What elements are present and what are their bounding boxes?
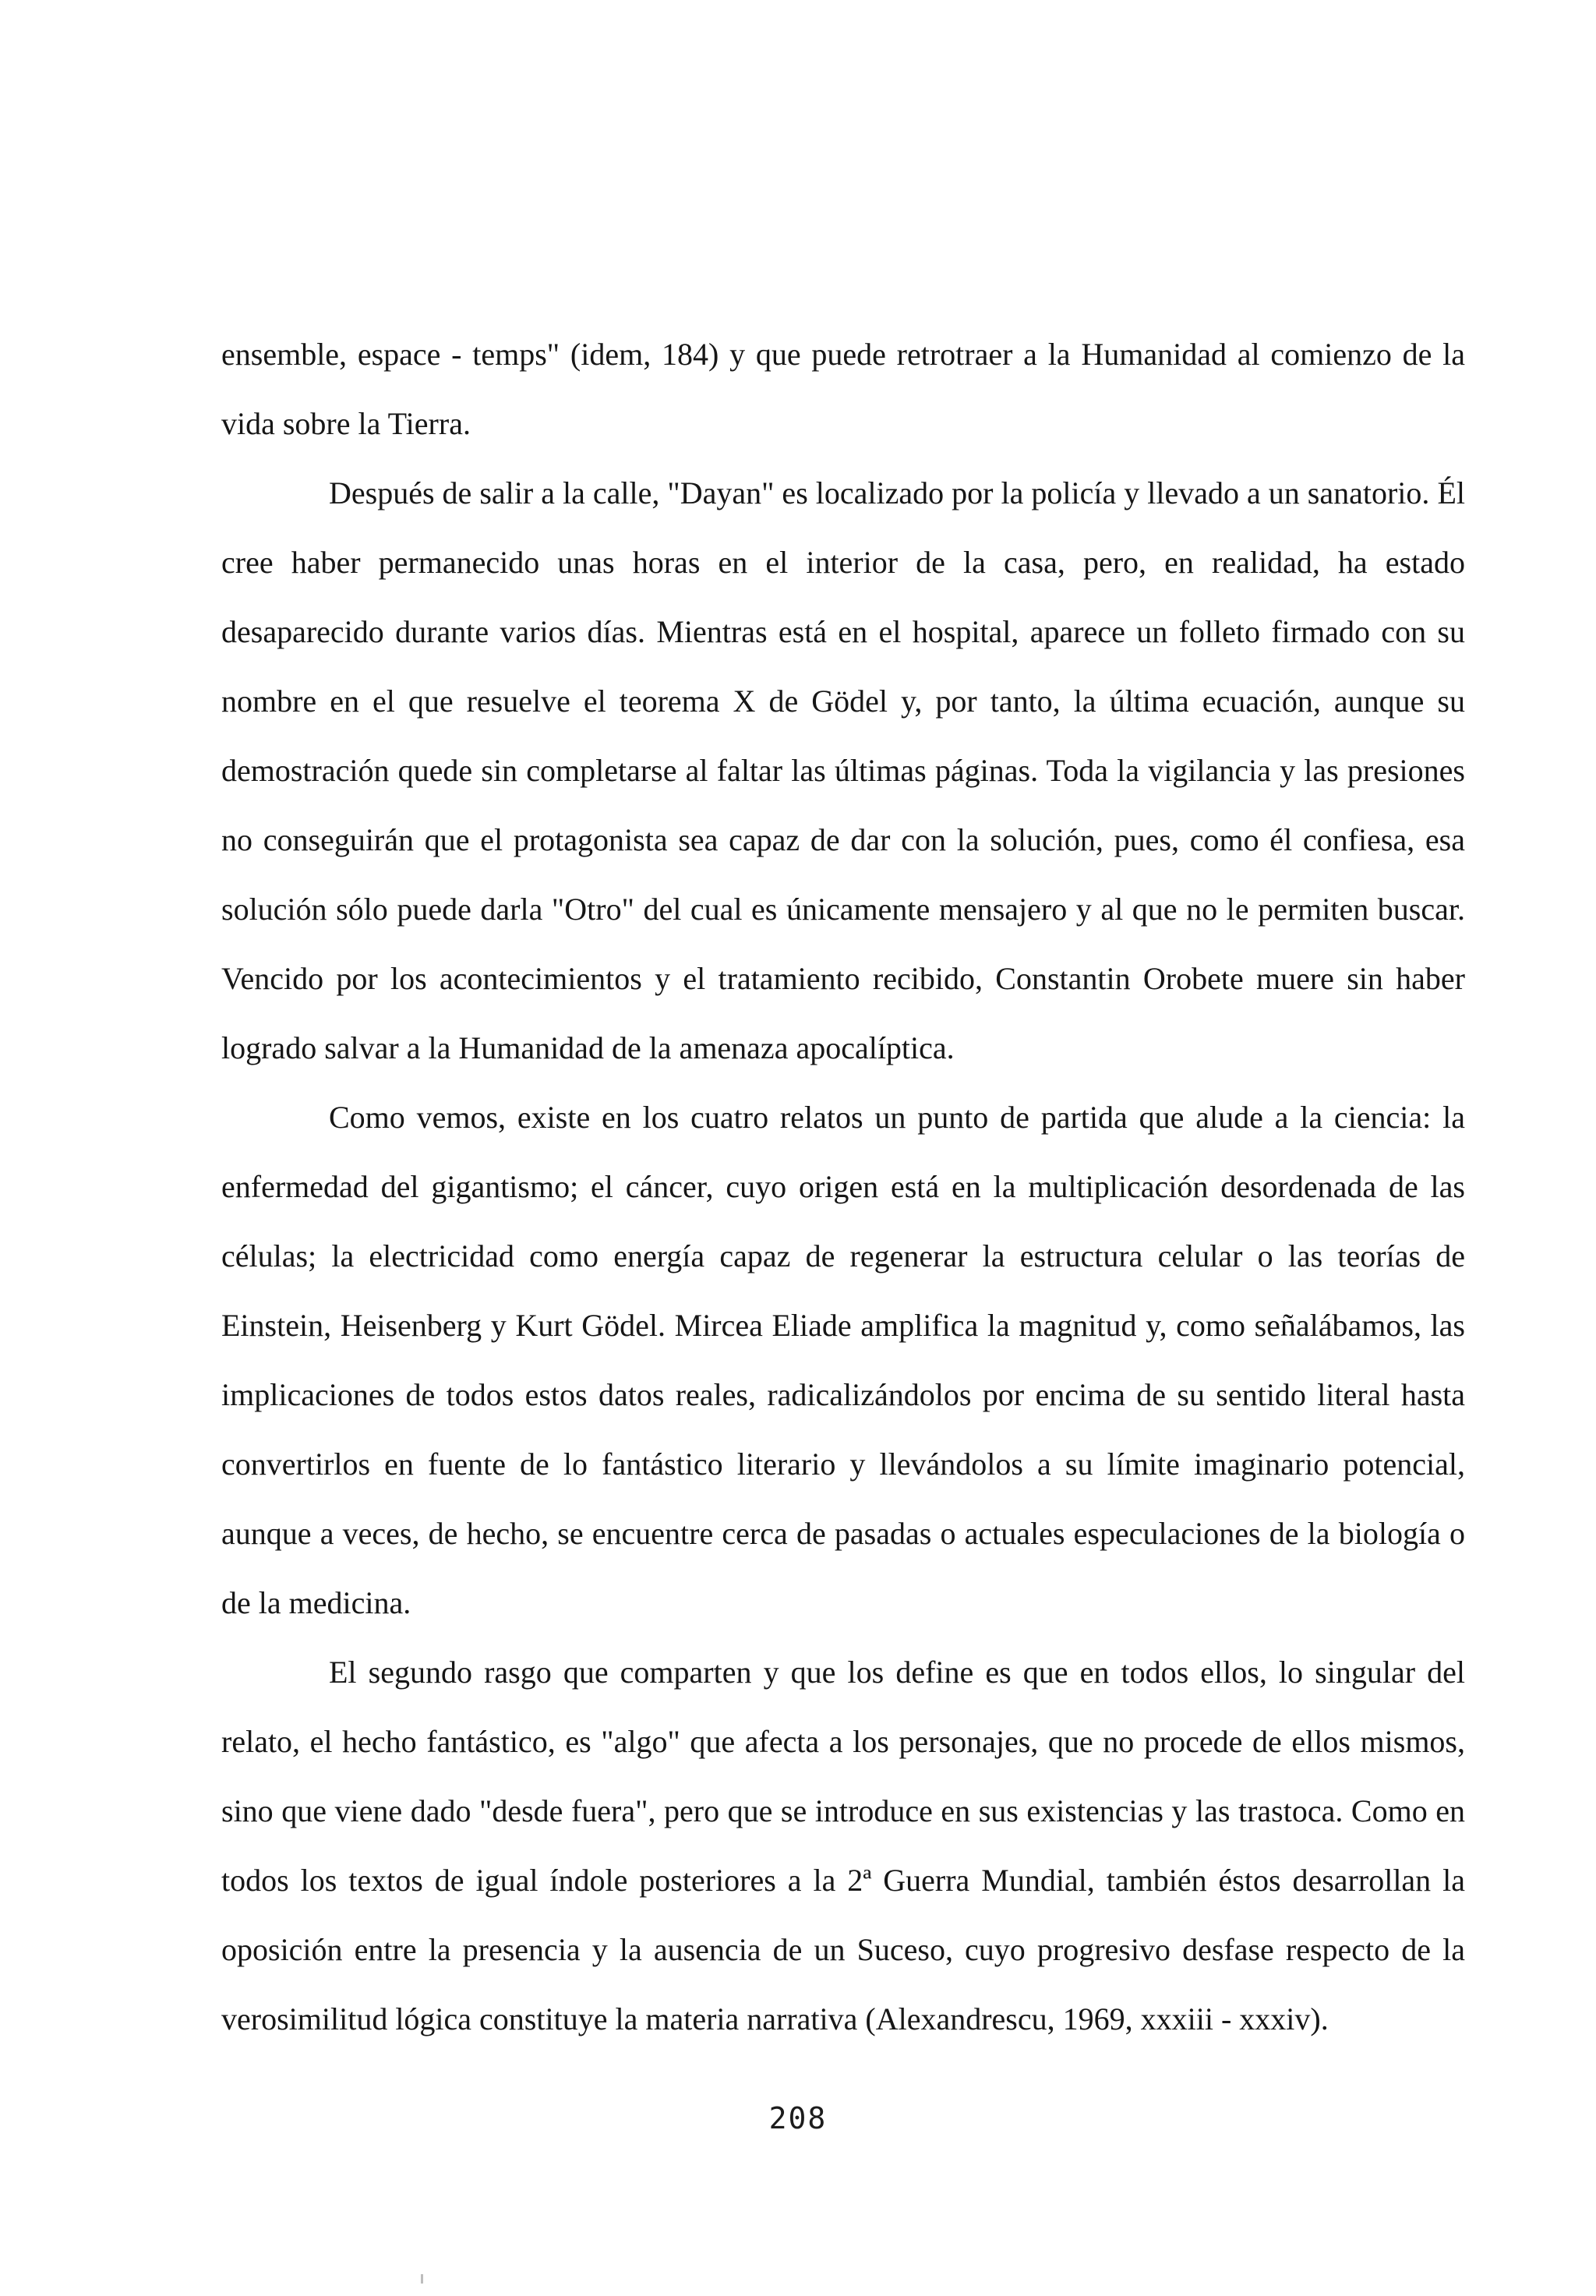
paragraph-dayan-sanatorium: Después de salir a la calle, "Dayan" es localizado por la policía y llevado a un sanatorio. Él cree haber permanecido unas horas en el interior de la casa, pero, en realidad, ha estado desaparecido durante varios días. Mientras está en el hospital, aparece un folleto firmado con su nombre en el que resuelve el teorema X de Gödel y, por tanto, la última ecuación, aunque su demostración quede sin completarse al faltar las últimas páginas. Toda la vigilancia y las presiones no conseguirán que el protagonista sea capaz de dar con la solución, pues, como él confiesa, esa solución sólo puede darla "Otro" del cual es únicamente mensajero y al que no le permiten buscar. Vencido por los acontecimientos y el tratamiento recibido, Constantin Orobete muere sin haber logrado salvar a la Humanidad de la amenaza apocalíptica.	[221, 475, 1465, 1065]
paragraph-continuation: ensemble, espace - temps" (idem, 184) y que puede retrotraer a la Humanidad al comienzo de la vida sobre la Tierra.	[221, 337, 1465, 441]
scan-speck	[421, 2274, 423, 2284]
paragraph-science-starting-point: Como vemos, existe en los cuatro relatos un punto de partida que alude a la ciencia: la enfermedad del gigantismo; el cáncer, cuyo origen está en la multiplicación desordenada de las células; la electricidad como energía capaz de regenerar la estructura celular o las teorías de Einstein, Heisenberg y Kurt Gödel. Mircea Eliade amplifica la magnitud y, como señalábamos, las implicaciones de todos estos datos reales, radicalizándolos por encima de su sentido literal hasta convertirlos en fuente de lo fantástico literario y llevándolos a su límite imaginario potencial, aunque a veces, de hecho, se encuentre cerca de pasadas o actuales especulaciones de la biología o de la medicina.	[221, 1100, 1465, 1620]
body-text	[221, 320, 1465, 2054]
page-number: 208	[768, 2101, 828, 2135]
paragraph-second-trait: El segundo rasgo que comparten y que los define es que en todos ellos, lo singular del relato, el hecho fantástico, es "algo" que afecta a los personajes, que no procede de ellos mismos, sino que viene dado "desde fuera", pero que se introduce en sus existencias y las trastoca. Como en todos los textos de igual índole posteriores a la 2ª Guerra Mundial, también éstos desarrollan la oposición entre la presencia y la ausencia de un Suceso, cuyo progresivo desfase respecto de la verosimilitud lógica constituye la materia narrativa (Alexandrescu, 1969, xxxiii - xxxiv).	[221, 1655, 1465, 2036]
